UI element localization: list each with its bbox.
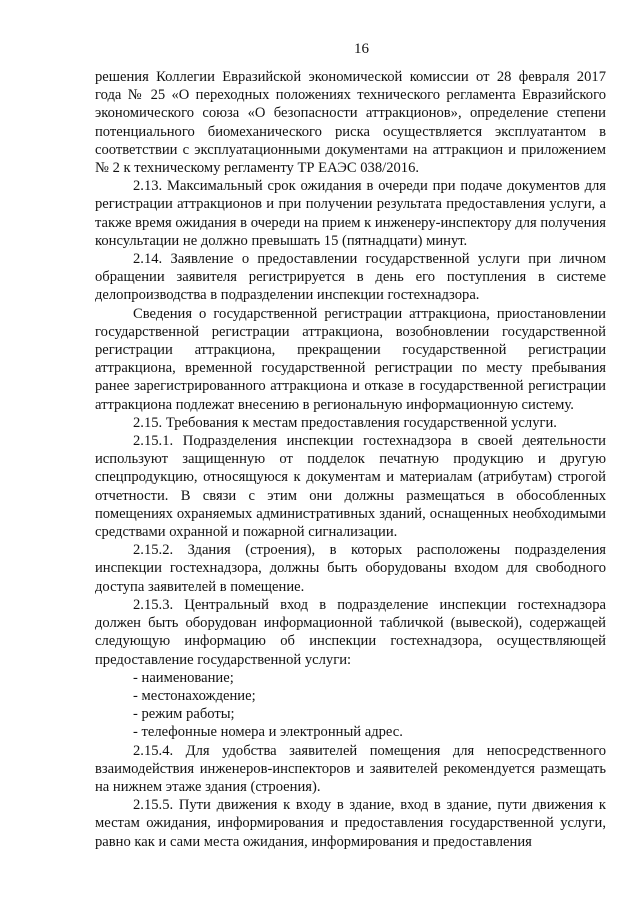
list-item: - режим работы; — [133, 706, 235, 723]
paragraph-2-15-3: 2.15.3. Центральный вход в подразделение инспекции гостехнадзора должен быть оборудован информационной табличкой (вывеской), содержащей следующую информацию об инспекции гостехнадзора, осуществляющей предоставление государственной услуги: — [95, 596, 606, 668]
paragraph-2-14: 2.14. Заявление о предоставлении государственной услуги при личном обращении заявителя регистрируется в день его поступления в системе делопроизводства в подразделении инспекции гостехнадзора. — [95, 251, 606, 304]
list-item: - телефонные номера и электронный адрес. — [133, 724, 403, 741]
paragraph-2-15: 2.15. Требования к местам предоставления государственной услуги. — [133, 414, 557, 431]
page-number: 16 — [354, 41, 369, 57]
paragraph-2-13: 2.13. Максимальный срок ожидания в очереди при подаче документов для регистрации аттракционов и при получении результата предоставления услуги, а также время ожидания в очереди на прием к инженеру-инспектору для получения консультации не должно превышать 15 (пятнадцати) минут. — [95, 178, 606, 249]
list-item: - местонахождение; — [133, 687, 256, 704]
paragraph-continuation: решения Коллегии Евразийской экономической комиссии от 28 февраля 2017 года № 25 «О переходных положениях технического регламента Евразийского экономического союза «О безопасности аттракционов», определение степени потенциального биомеханического риска осуществляется эксплуатантом в соответствии с эксплуатационными документами на аттракцион и приложением № 2 к техническому регламенту ТР ЕАЭС 038/2016. — [95, 69, 606, 177]
paragraph-2-15-1: 2.15.1. Подразделения инспекции гостехнадзора в своей деятельности используют защищенную от подделок печатную продукцию и другую спецпродукцию, относящуюся к документам и материалам (атрибутам) строгой отчетности. В связи с этим они должны размещаться в обособленных помещениях охраняемых административных зданий, оснащенных необходимыми средствами охранной и пожарной сигнализации. — [95, 433, 606, 541]
paragraph-registration-info: Сведения о государственной регистрации аттракциона, приостановлении государственной регистрации аттракциона, возобновлении государственной регистрации аттракциона, прекращении государственной регистрации аттракциона, временной государственной регистрации по месту пребывания ранее зарегистрированного аттракциона и отказе в государственной регистрации аттракциона подлежат внесению в региональную информационную систему. — [95, 305, 606, 413]
paragraph-2-15-2: 2.15.2. Здания (строения), в которых расположены подразделения инспекции гостехнадзора, должны быть оборудованы входом для свободного доступа заявителей в помещение. — [95, 542, 606, 595]
paragraph-2-15-5: 2.15.5. Пути движения к входу в здание, вход в здание, пути движения к местам ожидания, информирования и предоставления государственной услуги, равно как и сами места ожидания, информирования и предоставления — [95, 797, 606, 850]
paragraph-2-15-4: 2.15.4. Для удобства заявителей помещения для непосредственного взаимодействия инженеров-инспекторов и заявителей рекомендуется размещать на нижнем этаже здания (строения). — [95, 742, 606, 795]
list-item: - наименование; — [133, 669, 234, 686]
